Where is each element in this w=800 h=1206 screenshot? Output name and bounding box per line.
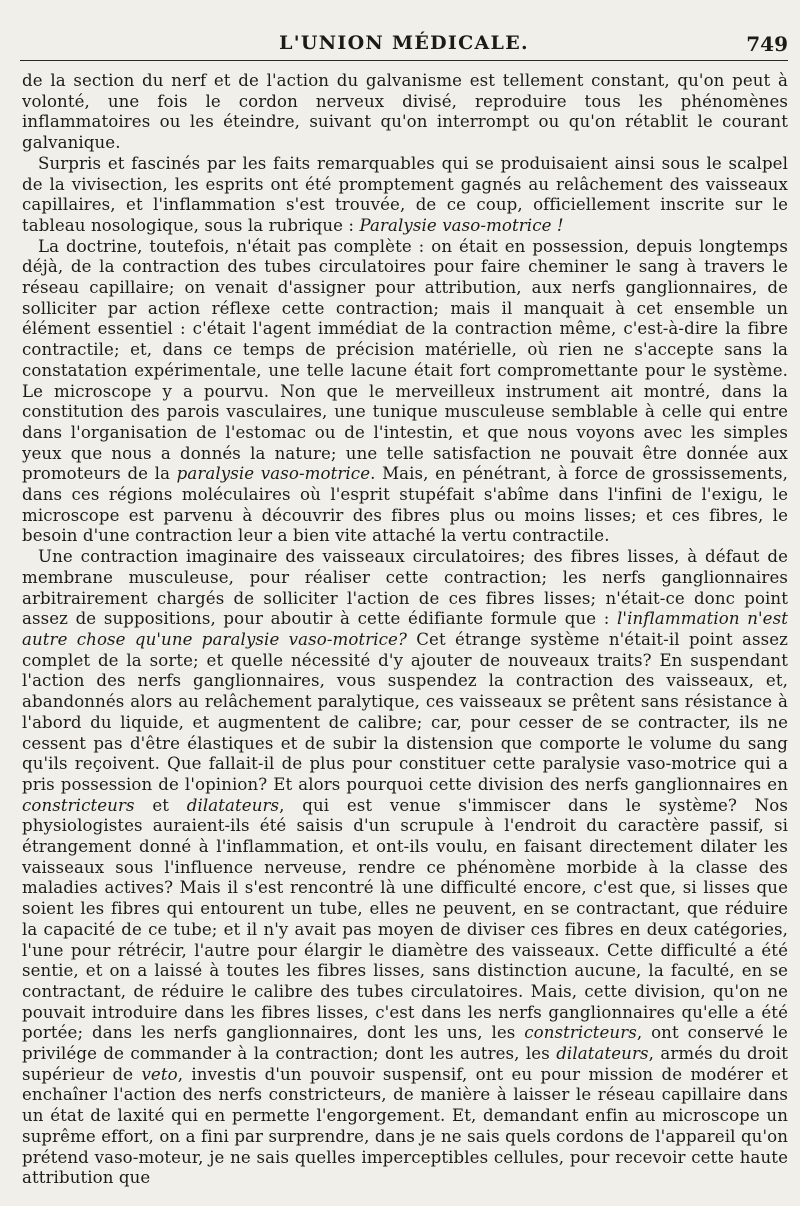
text-run: , qui est venue s'immiscer dans le système? Nos physiologistes auraient-ils été saisis d'un scrupule à l'endroit du caractère passif, si étrangement donné à l'inflammation, et ont-ils voulu, en faisant directement dilater les vaisseaux sous l'influence nerveuse, rendre ce phénomène morbide à la classe des maladies actives? Mais il s'est rencontré là une difficulté encore, c'est que, si lisses que soient les fibres qui entourent un tube, elles ne peuvent, en se contractant, que réduire la capacité de ce tube; et il n'y avait pas moyen de diviser ces fibres en deux catégories, l'une pour rétrécir, l'autre pour élargir le diamètre des vaisseaux. Cette difficulté a été sentie, et on a laissé à toutes les fibres lisses, sans distinction aucune, la faculté, en se contractant, de réduire le calibre des tubes circulatoires. Mais, cette division, qu'on ne pouvait introduire dans les fibres lisses, c'est dans les nerfs ganglionnaires qu'elle a été portée; dans les nerfs ganglionnaires, dont les uns, les	[22, 795, 788, 1043]
body-text	[22, 71, 788, 1189]
running-title: L'UNION MÉDICALE.	[279, 32, 529, 54]
text-run: , ont conservé le privilége de commander à la contraction; dont les autres, les	[22, 1023, 788, 1064]
paragraph	[22, 237, 788, 548]
italic-text: dilatateurs	[556, 1044, 649, 1064]
text-run: La doctrine, toutefois, n'était pas complète : on était en possession, depuis longtemps déjà, de la contraction des tubes circulatoires pour faire cheminer le sang à travers le réseau capillaire; on venait d'assigner pour attribution, aux nerfs ganglionnaires, de solliciter par action réflexe cette contraction; mais il manquait à cet ensemble un élément essentiel : c'était l'agent immédiat de la contraction même, c'est-à-dire la fibre contractile; et, dans ce temps de précision matérielle, où rien ne s'accepte sans la constatation expérimentale, une telle lacune était fort compromettante pour le système. Le microscope y a pourvu. Non que le merveilleux instrument ait montré, dans la constitution des parois vasculaires, une tunique musculeuse semblable à celle qui entre dans l'organisation de l'estomac ou de l'intestin, et que nous voyons avec les simples yeux que nous a donnés la nature; une telle satisfaction ne pouvait être donnée aux promoteurs de la	[22, 236, 788, 484]
italic-text: dilatateurs	[186, 795, 280, 815]
text-run: , investis d'un pouvoir suspensif, ont eu pour mission de modérer et enchaîner l'action des nerfs constricteurs, de manière à laisser le réseau capillaire dans un état de laxité qui en permette l'engorgement. Et, demandant enfin au microscope un suprême effort, on a fini par surprendre, dans je ne sais quels cordons de l'appareil qu'on prétend vaso-moteur, je ne sais quelles imperceptibles cellules, pour recevoir cette haute attribution que	[22, 1064, 788, 1188]
paragraph	[22, 547, 788, 1189]
paragraph	[22, 154, 788, 237]
text-run: Cet étrange système n'était-il point assez complet de la sorte; et quelle nécessité d'y ajouter de nouveaux traits? En suspendant l'action des nerfs ganglionnaires, vous suspendez la contraction des vaisseaux, et, abandonnés alors au relâchement paralytique, ces vaisseaux se prêtent sans résistance à l'abord du liquide, et augmentent de calibre; car, pour cesser de se contracter, ils ne cessent pas d'être élastiques et de subir la distension que comporte le volume du sang qu'ils reçoivent. Que fallait-il de plus pour constituer cette paralysie vaso-motrice qui a pris possession de l'opinion? Et alors pourquoi cette division des nerfs ganglionnaires en	[22, 629, 788, 794]
italic-text: paralysie vaso-motrice	[176, 464, 371, 484]
text-run: Une contraction imaginaire des vaisseaux circulatoires; des fibres lisses, à défaut de membrane musculeuse, pour réaliser cette contraction; les nerfs ganglionnaires arbitrairement chargés de solliciter l'action de ces fibres lisses; n'était-ce donc point assez de suppositions, pour aboutir à cette édifiante formule que :	[22, 547, 788, 629]
text-run: . Mais, en pénétrant, à force de grossissements, dans ces régions moléculaires où l'esprit stupéfait s'abîme dans l'infini de l'exigu, le microscope est parvenu à découvrir des fibres plus ou moins lisses; et ces fibres, le besoin d'une contraction leur a bien vite attaché la vertu contractile.	[22, 464, 788, 546]
italic-text: constricteurs	[22, 795, 135, 815]
italic-text: constricteurs	[524, 1023, 637, 1043]
page-number: 749	[746, 32, 788, 56]
paragraph	[22, 71, 788, 154]
italic-text: veto	[141, 1064, 178, 1084]
text-run: Surpris et fascinés par les faits remarquables qui se produisaient ainsi sous le scalpel de la vivisection, les esprits ont été promptement gagnés au relâchement des vaisseaux capillaires, et l'inflammation s'est trouvée, de ce coup, officiellement inscrite sur le tableau nosologique, sous la rubrique :	[22, 153, 788, 235]
text-run: et	[134, 795, 187, 815]
text-run: , armés du droit supérieur de	[22, 1044, 788, 1084]
page-header	[20, 30, 788, 61]
italic-text: Paralysie vaso-motrice !	[359, 215, 564, 235]
text-run: de la section du nerf et de l'action du galvanisme est tellement constant, qu'on peut à volonté, une fois le cordon nerveux divisé, reproduire tous les phénomènes inflammatoires ou les éteindre, suivant qu'on interrompt ou qu'on rétablit le courant galvanique.	[22, 71, 788, 153]
italic-text: l'inflammation n'est autre chose qu'une paralysie vaso-motrice?	[22, 609, 788, 649]
